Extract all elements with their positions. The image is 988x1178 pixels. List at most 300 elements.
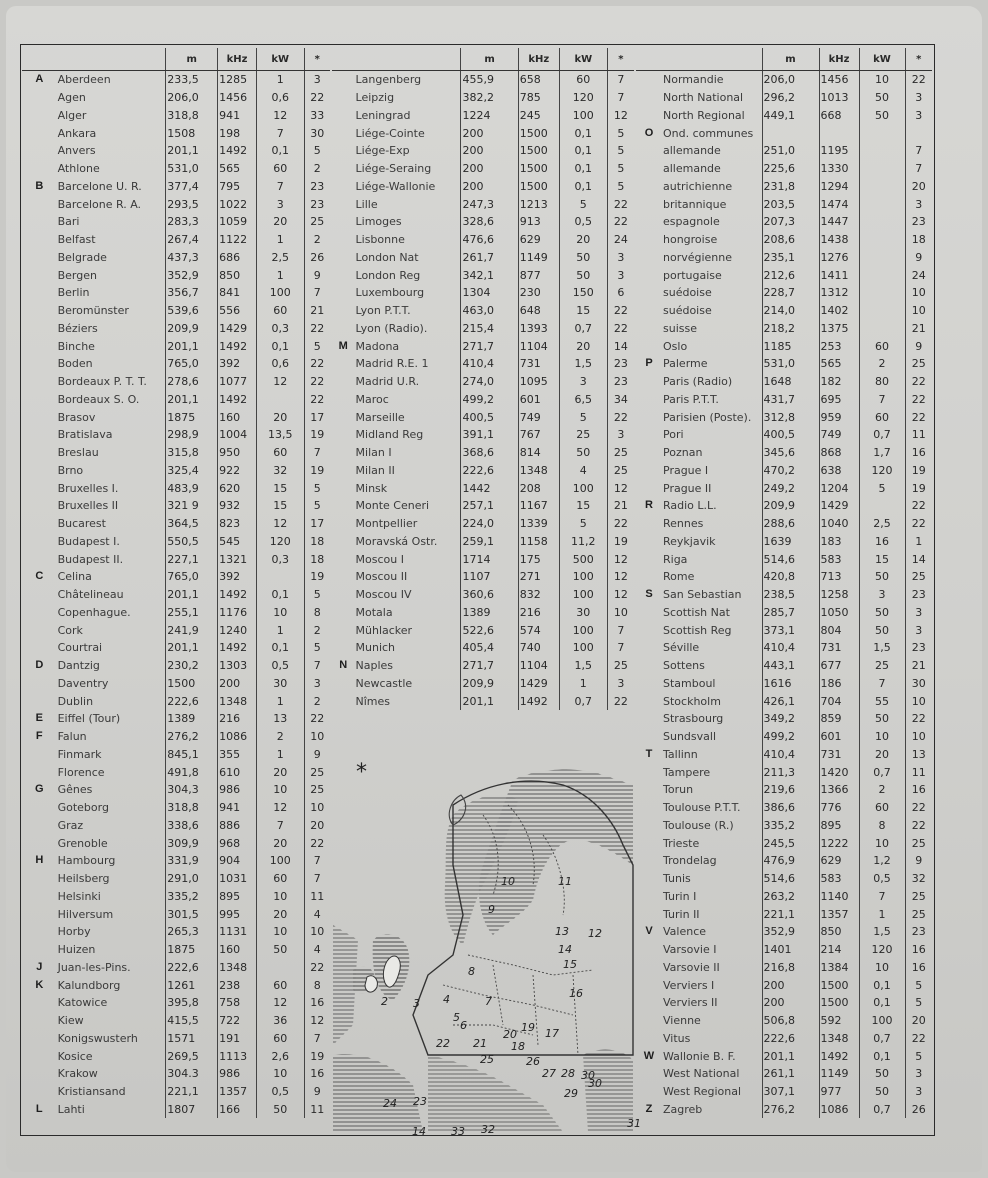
station-name: Berlin [57,286,90,300]
station-name: Eiffel (Tour) [57,712,121,726]
power-kw: 15 [559,497,607,515]
section-letter [22,799,57,817]
map-region-label: 32 [481,1123,495,1136]
station-row [22,852,330,870]
section-letter [332,515,355,533]
frequency-khz: 895 [218,888,257,906]
frequency-khz: 850 [218,266,257,284]
map-index: 22 [304,320,330,338]
section-letter: V [645,925,653,938]
power-kw: 0,1 [256,142,304,160]
map-index: 19 [304,1047,330,1065]
station-name: Strasbourg [663,712,724,726]
section-letter: D [35,659,44,672]
power-kw: 0,1 [559,142,607,160]
station-name: Madrid U.R. [355,375,420,389]
map-index: 23 [905,586,932,604]
station-name: Bucarest [57,517,106,531]
section-letter [636,994,662,1012]
power-kw: 1 [256,746,304,764]
frequency-khz: 776 [819,799,859,817]
section-letter [636,1012,662,1030]
power-kw: 30 [559,604,607,622]
power-kw: 0,1 [256,639,304,657]
map-index: 3 [905,621,932,639]
wavelength-m: 349,2 [762,710,819,728]
station-row [22,533,330,551]
frequency-khz: 1402 [819,302,859,320]
frequency-khz: 932 [218,497,257,515]
frequency-khz: 355 [218,746,257,764]
wavelength-m: 215,4 [461,320,518,338]
station-name: Béziers [57,321,98,335]
station-row [22,337,330,355]
section-letter [636,373,662,391]
map-index: 16 [304,1065,330,1083]
wavelength-m: 200 [461,142,518,160]
power-kw: 20 [859,746,905,764]
power-kw: 5 [559,408,607,426]
station-row [332,249,634,267]
station-row [636,1065,932,1083]
station-name: Madrid R.E. 1 [355,357,429,371]
wavelength-m: 222,6 [461,462,518,480]
power-kw: 3 [256,195,304,213]
section-letter [22,284,57,302]
map-index: 16 [905,941,932,959]
power-kw: 0,7 [859,763,905,781]
frequency-khz: 1500 [518,124,559,142]
station-row [636,550,932,568]
power-kw: 15 [256,479,304,497]
frequency-khz: 545 [218,533,257,551]
station-row [22,249,330,267]
frequency-khz: 695 [819,391,859,409]
wavelength-m: 765,0 [166,568,218,586]
frequency-khz: 1492 [218,391,257,409]
power-kw: 50 [859,604,905,622]
map-index: 22 [905,799,932,817]
wavelength-m: 245,5 [762,834,819,852]
station-name: Stockholm [663,694,721,708]
map-index: 25 [905,888,932,906]
wavelength-m: 288,6 [762,515,819,533]
wavelength-m: 514,6 [762,870,819,888]
map-region-label: 20 [503,1028,517,1041]
section-letter: T [645,747,653,760]
map-index: 22 [905,1030,932,1048]
station-name: Lisbonne [355,233,405,247]
section-letter [332,391,355,409]
map-index: 3 [607,675,634,693]
station-name: Luxembourg [355,286,425,300]
map-index: 22 [607,213,634,231]
wavelength-m: 1807 [166,1101,218,1119]
map-index: 32 [905,870,932,888]
power-kw: 100 [859,1012,905,1030]
map-index: 23 [607,355,634,373]
power-kw: 7 [859,675,905,693]
power-kw: 2 [859,781,905,799]
station-name: Turin I [663,889,697,903]
power-kw: 1 [256,71,304,89]
wavelength-m: 437,3 [166,249,218,267]
section-letter [332,604,355,622]
power-kw: 100 [559,107,607,125]
wavelength-m: 291,0 [166,870,218,888]
station-row [22,1030,330,1048]
power-kw: 20 [256,905,304,923]
frequency-khz: 1429 [819,497,859,515]
map-index: 11 [905,426,932,444]
map-index: 22 [607,320,634,338]
section-letter [22,479,57,497]
power-kw: 10 [256,604,304,622]
power-kw: 500 [559,550,607,568]
map-region-label: 18 [511,1040,525,1053]
station-row [22,675,330,693]
power-kw: 60 [256,976,304,994]
station-name: Hambourg [57,854,116,868]
map-index: 23 [905,639,932,657]
wavelength-m: 241,9 [166,621,218,639]
station-name: Lahti [57,1102,85,1116]
frequency-khz: 1366 [819,781,859,799]
map-region-label: 15 [563,958,577,971]
section-letter [636,710,662,728]
map-index: 7 [607,639,634,657]
map-index: 3 [905,89,932,107]
frequency-khz: 913 [518,213,559,231]
frequency-khz: 583 [819,870,859,888]
power-kw: 2 [256,728,304,746]
map-index: 7 [304,444,330,462]
station-row [22,426,330,444]
map-index: 6 [607,284,634,302]
section-letter [22,763,57,781]
wavelength-m: 200 [461,160,518,178]
station-row [636,373,932,391]
map-index: 23 [905,213,932,231]
section-letter [332,568,355,586]
power-kw: 1,2 [859,852,905,870]
map-index: 10 [304,799,330,817]
power-kw: 100 [559,621,607,639]
section-letter [22,888,57,906]
power-kw [859,266,905,284]
station-row [636,355,932,373]
power-kw: 12 [256,107,304,125]
wavelength-m: 218,2 [762,320,819,338]
station-row [332,160,634,178]
section-letter [636,1065,662,1083]
map-index: 25 [905,905,932,923]
power-kw: 0,5 [859,870,905,888]
section-letter [332,71,355,89]
station-name: Liége-Exp [355,144,410,158]
frequency-khz: 574 [518,621,559,639]
station-name: Finmark [57,747,102,761]
wavelength-m: 224,0 [461,515,518,533]
station-row [22,444,330,462]
power-kw: 12 [256,799,304,817]
station-row [332,302,634,320]
frequency-khz: 785 [518,89,559,107]
station-row [22,1012,330,1030]
map-index: 12 [304,1012,330,1030]
frequency-khz: 1429 [218,320,257,338]
wavelength-m: 483,9 [166,479,218,497]
wavelength-m: 368,6 [461,444,518,462]
map-index: 20 [905,178,932,196]
map-index: 20 [304,817,330,835]
station-name: Dantzig [57,659,100,673]
section-letter [636,426,662,444]
map-index: 9 [905,337,932,355]
power-kw: 16 [859,533,905,551]
station-row [22,710,330,728]
station-name: Juan-les-Pins. [57,960,131,974]
station-row [636,479,932,497]
header-m: m [461,48,518,71]
station-name: Newcastle [355,676,413,690]
frequency-khz: 1086 [819,1101,859,1119]
station-name: Reykjavik [663,534,716,548]
frequency-khz: 1077 [218,373,257,391]
section-letter [636,604,662,622]
frequency-khz: 1456 [218,89,257,107]
station-row [22,941,330,959]
station-row [22,1083,330,1101]
station-name: suisse [663,321,697,335]
wavelength-m: 233,5 [166,71,218,89]
station-row [22,870,330,888]
section-letter [636,959,662,977]
station-name: Palerme [663,357,708,371]
map-index: 33 [304,107,330,125]
map-index: 25 [304,763,330,781]
section-letter [332,550,355,568]
map-index: 5 [607,142,634,160]
station-name: Goteborg [57,801,109,815]
section-letter [636,817,662,835]
station-row [636,604,932,622]
station-name: Torun [663,783,694,797]
station-name: North National [663,91,744,105]
map-index: 9 [304,266,330,284]
map-index: 9 [304,746,330,764]
section-letter [22,373,57,391]
frequency-khz: 182 [819,373,859,391]
station-row [22,71,330,89]
map-region-label: 17 [545,1027,559,1040]
frequency-khz: 1456 [819,71,859,89]
power-kw: 0,6 [256,89,304,107]
frequency-khz: 1492 [819,1047,859,1065]
map-index: 5 [905,976,932,994]
wavelength-m: 410,4 [762,639,819,657]
station-name: Brno [57,463,84,477]
map-index: 26 [905,1101,932,1119]
power-kw: 0,5 [559,213,607,231]
power-kw: 60 [256,160,304,178]
section-letter [22,213,57,231]
map-region-label: 24 [383,1097,397,1110]
map-index: 5 [304,337,330,355]
wavelength-m: 283,3 [166,213,218,231]
wavelength-m: 1442 [461,479,518,497]
power-kw: 100 [559,568,607,586]
section-letter: E [35,712,43,725]
station-row [22,923,330,941]
section-letter [22,160,57,178]
station-row [22,604,330,622]
section-letter [332,302,355,320]
wavelength-m: 231,8 [762,178,819,196]
map-index: 19 [304,568,330,586]
frequency-khz: 677 [819,657,859,675]
section-letter [22,639,57,657]
station-name: Bruxelles I. [57,481,119,495]
station-row [332,124,634,142]
section-letter [332,479,355,497]
frequency-khz: 1357 [218,1083,257,1101]
map-index: 23 [304,195,330,213]
section-letter [22,355,57,373]
frequency-khz: 832 [518,586,559,604]
station-row [636,834,932,852]
station-name: Barcelone U. R. [57,179,142,193]
wavelength-m: 261,7 [461,249,518,267]
station-name: Naples [355,659,394,673]
section-letter [636,1083,662,1101]
header-m: m [762,48,819,71]
station-row [636,178,932,196]
frequency-khz: 200 [218,675,257,693]
map-region-label: 30 [581,1069,595,1082]
header-kw: kW [859,48,905,71]
power-kw: 50 [559,266,607,284]
station-row [332,497,634,515]
wavelength-m: 410,4 [762,746,819,764]
power-kw: 10 [859,959,905,977]
section-letter [332,249,355,267]
frequency-khz: 1492 [218,142,257,160]
power-kw: 5 [559,195,607,213]
section-letter [636,976,662,994]
wavelength-m: 470,2 [762,462,819,480]
frequency-khz: 1492 [518,692,559,710]
section-letter [22,515,57,533]
wavelength-m: 230,2 [166,657,218,675]
section-letter: Z [645,1102,653,1115]
map-region-label: 27 [542,1067,556,1080]
station-row [636,657,932,675]
header-index: * [304,48,330,71]
frequency-khz: 731 [518,355,559,373]
map-index: 7 [304,1030,330,1048]
station-row [332,107,634,125]
station-row [332,373,634,391]
map-region-label: 12 [588,927,602,940]
station-row [332,479,634,497]
station-name: Moravská Ostr. [355,534,438,548]
power-kw: 15 [559,302,607,320]
wavelength-m: 455,9 [461,71,518,89]
frequency-khz: 1348 [218,959,257,977]
map-region-label: 7 [485,995,492,1008]
map-index: 25 [905,834,932,852]
station-row [636,781,932,799]
map-index: 22 [304,834,330,852]
map-index: 14 [905,550,932,568]
wavelength-m: 214,0 [762,302,819,320]
section-letter: L [35,1102,43,1115]
frequency-khz: 1149 [518,249,559,267]
section-letter [636,763,662,781]
station-name: Agen [57,91,86,105]
station-row [22,586,330,604]
frequency-khz: 565 [819,355,859,373]
frequency-khz: 629 [819,852,859,870]
wavelength-m: 506,8 [762,1012,819,1030]
map-index: 25 [304,213,330,231]
station-name: Stamboul [663,676,716,690]
station-name: Varsovie I [663,943,717,957]
wavelength-m: 206,0 [166,89,218,107]
section-letter [636,834,662,852]
wavelength-m: 514,6 [762,550,819,568]
map-index: 11 [905,763,932,781]
station-row [636,728,932,746]
station-row [22,160,330,178]
station-row [636,763,932,781]
map-index: 22 [607,692,634,710]
wavelength-m: 1185 [762,337,819,355]
station-row [636,959,932,977]
power-kw: 7 [859,391,905,409]
map-region-label: 5 [453,1011,460,1024]
frequency-khz: 795 [218,178,257,196]
station-name: Leipzig [355,91,395,105]
frequency-khz: 610 [218,763,257,781]
wavelength-m: 410,4 [461,355,518,373]
wavelength-m: 261,1 [762,1065,819,1083]
map-index: 9 [905,852,932,870]
station-name: Milan I [355,446,392,460]
frequency-khz: 592 [819,1012,859,1030]
station-row [332,178,634,196]
map-index: 18 [304,550,330,568]
station-name: Belfast [57,233,96,247]
station-row [332,621,634,639]
power-kw: 50 [859,568,905,586]
frequency-khz: 1031 [218,870,257,888]
station-row [22,817,330,835]
station-name: Aberdeen [57,73,111,87]
map-region-label: 28 [561,1067,575,1080]
station-row [636,444,932,462]
station-name: Verviers II [663,996,718,1010]
wavelength-m: 415,5 [166,1012,218,1030]
map-index: 5 [607,160,634,178]
section-letter: G [35,783,44,796]
station-row [332,355,634,373]
map-index: 22 [607,515,634,533]
map-index: 23 [304,178,330,196]
power-kw [256,391,304,409]
power-kw: 5 [859,479,905,497]
